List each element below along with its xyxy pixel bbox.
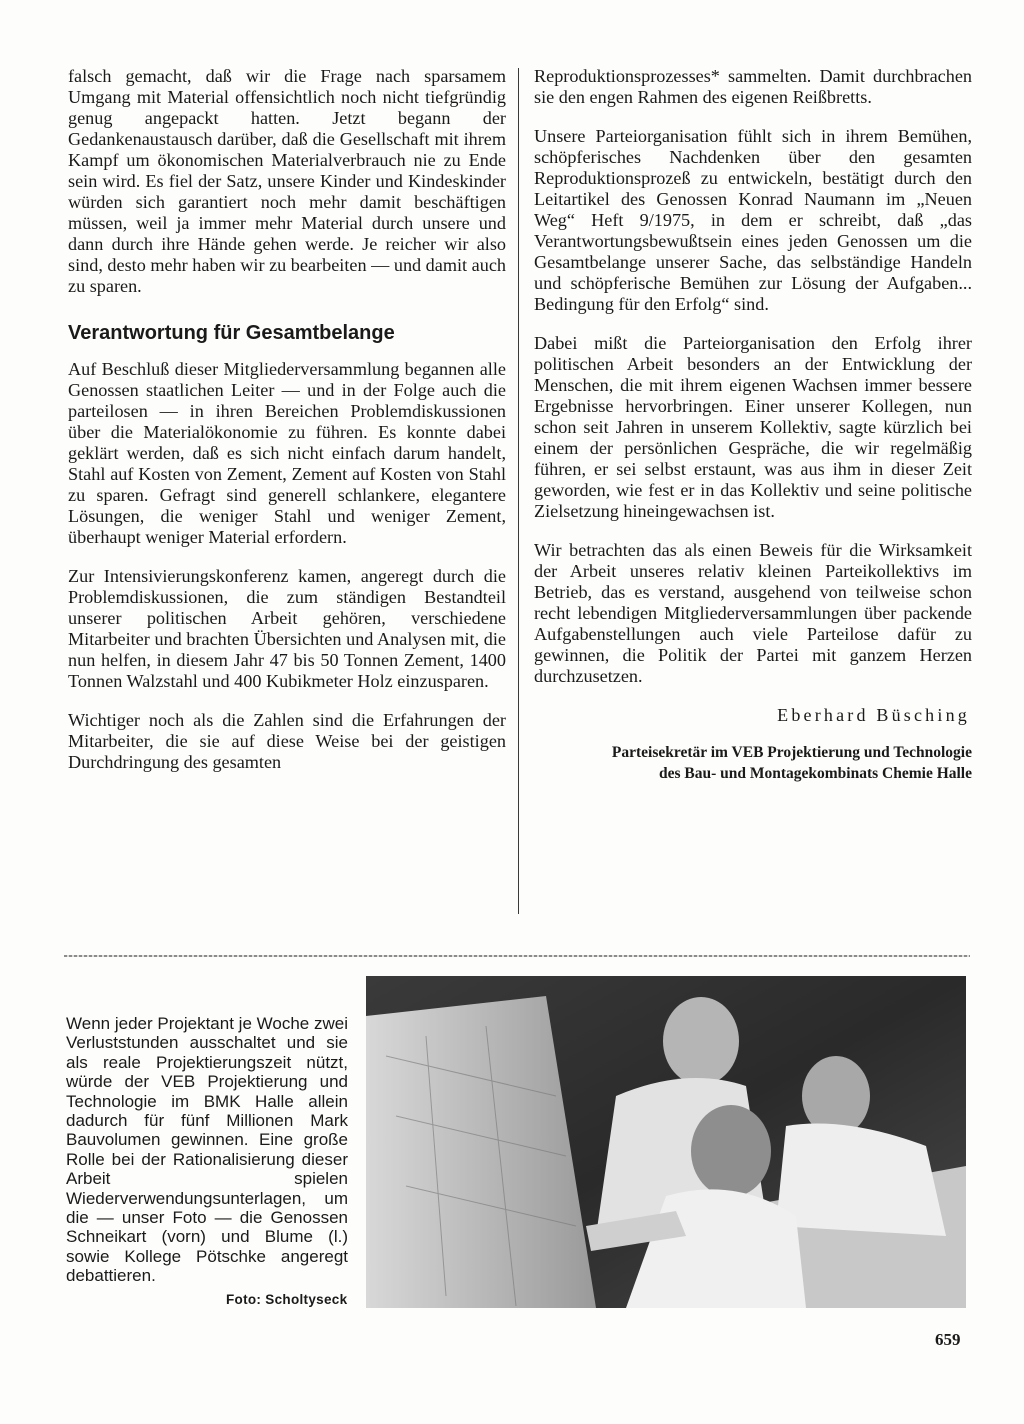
right-column	[534, 66, 972, 784]
section-heading: Verantwortung für Gesamtbelange	[68, 322, 395, 344]
paragraph: Wichtiger noch als die Zahlen sind die Erfahrungen der Mitarbeiter, die sie auf diese Weise bei der geistigen Durchdringung des gesamten	[68, 710, 506, 772]
author-name: Eberhard Büsching	[777, 705, 970, 725]
column-divider	[518, 68, 519, 914]
author-role-line: des Bau- und Montagekombinats Chemie Halle	[658, 765, 972, 782]
paragraph: Dabei mißt die Parteiorganisation den Erfolg ihrer politischen Arbeit besonders an der Entwicklung der Menschen, die mit ihrem eigenen Wachsen immer bessere Ergebnisse hervorbringen. Einer unserer Kollegen, nun schon seit Jahren in unserem Kollektiv, sagte kürzlich bei einem der persönlichen Gespräche, die wir regelmäßig führen, er sei selbst erstaunt, was aus ihm in dieser Zeit geworden, wie fest er in das Kollektiv und seine politische Zielsetzung hineingewachsen ist.	[534, 333, 972, 521]
paragraph: falsch gemacht, daß wir die Frage nach sparsamem Umgang mit Material offensichtlich noch nicht tiefgründig genug angepackt hatten. Jetzt begann der Gedankenaustausch darüber, daß die Gesellschaft mit ihrem Kampf um ökonomischen Materialverbrauch nie zu Ende sein wird. Es fiel der Satz, unsere Kinder und Kindeskinder würden sich garantiert noch mehr damit beschäftigen müssen, weil ja immer mehr Material durch unsere und dann durch ihre Hände gehen werde. Je reicher wir also sind, desto mehr haben wir zu bearbeiten — und damit auch zu sparen.	[68, 66, 506, 296]
page-number: 659	[935, 1330, 961, 1349]
paragraph: Zur Intensivierungskonferenz kamen, angeregt durch die Problemdiskussionen, die zum ständigen Bestandteil unserer politischen Arbeit gehören, verschiedene Mitarbeiter und brachten Übersichten und Analysen mit, die nun helfen, in diesem Jahr 47 bis 50 Tonnen Zement, 1400 Tonnen Walzstahl und 400 Kubikmeter Holz einzusparen.	[68, 566, 506, 691]
photo-credit: Foto: Scholtyseck	[226, 1292, 348, 1307]
paragraph: Reproduktionsprozesses* sammelten. Damit durchbrachen sie den engen Rahmen des eigenen Reißbretts.	[534, 66, 972, 107]
left-column	[68, 66, 506, 791]
photo-engineers-debating	[366, 976, 966, 1308]
author-role	[534, 742, 972, 784]
paragraph: Auf Beschluß dieser Mitgliederversammlung begannen alle Genossen staatlichen Leiter — und in der Folge auch die parteilosen — in ihren Bereichen Problemdiskussionen über die Materialökonomie zu führen. Es konnte dabei geklärt werden, daß es sich nicht einfach darum handelt, Stahl auf Kosten von Zement, Zement auf Kosten von Stahl zu sparen. Gefragt sind generell schlankere, elegantere Lösungen, die weniger Stahl und weniger Zement, überhaupt weniger Material erfordern.	[68, 359, 506, 547]
author-role-line: Parteisekretär im VEB Projektierung und Technologie	[611, 744, 972, 761]
photo-caption: Wenn jeder Projektant je Woche zwei Verluststunden ausschaltet und sie als reale Projektierungszeit nützt, würde der VEB Projektierung und Technologie im BMK Halle allein dadurch für fünf Millionen Mark Bauvolumen gewinnen. Eine große Rolle bei der Rationalisierung dieser Arbeit spielen Wiederverwendungsunterlagen, um die — unser Foto — die Genossen Schneikart (vorn) und Blume (l.) sowie Kollege Pötschke angeregt debattieren.	[66, 1014, 348, 1286]
section-separator	[64, 955, 970, 957]
paragraph: Wir betrachten das als einen Beweis für die Wirksamkeit der Arbeit unseres relativ kleinen Parteikollektivs im Betrieb, das es verstand, ausgehend von teilweise schon recht lebendigen Mitgliederversammlungen über packende Aufgabenstellungen auch viele Parteilose dafür zu gewinnen, die Politik der Partei mit ganzem Herzen durchzusetzen.	[534, 540, 972, 686]
paragraph: Unsere Parteiorganisation fühlt sich in ihrem Bemühen, schöpferisches Nachdenken über den gesamten Reproduktionsprozeß zu entwickeln, bestätigt durch den Leitartikel des Genossen Konrad Naumann im „Neuen Weg“ Heft 9/1975, in dem er schreibt, daß „das Verantwortungsbewußtsein eines jeden Genossen um die Gesamtbelange unserer Sache, das selbständige Handeln und schöpferische Bemühen zur Lösung der Aufgaben... Bedingung für den Erfolg“ sind.	[534, 126, 972, 314]
